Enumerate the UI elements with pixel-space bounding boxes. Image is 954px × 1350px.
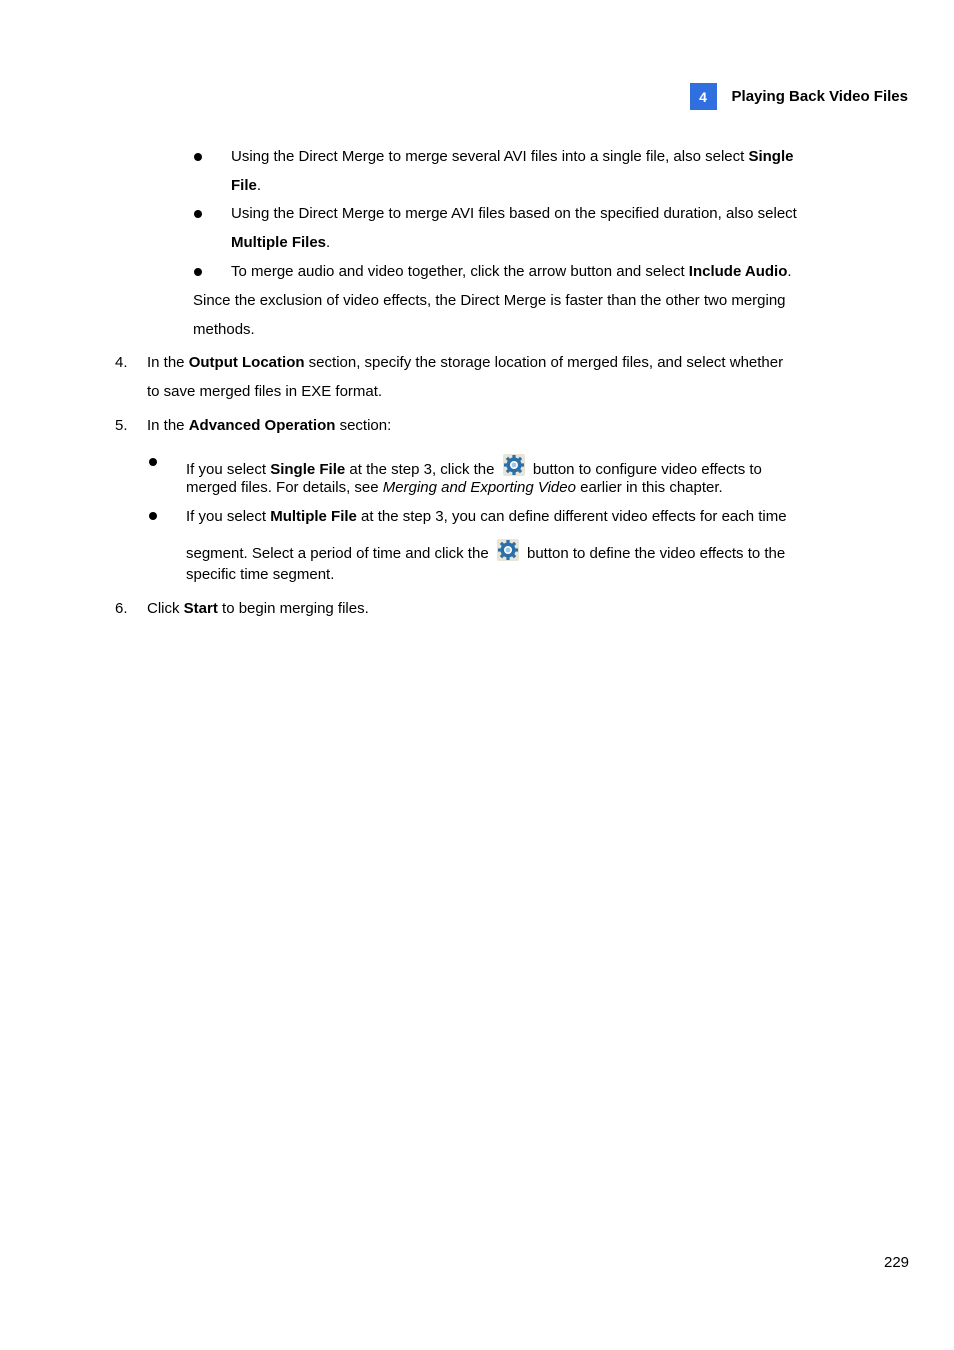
- step-text: In the Output Location section, specify the storage location of merged files, and select whether: [147, 354, 784, 371]
- chapter-title: Playing Back Video Files: [731, 88, 908, 105]
- bullet-text-continuation: File.: [231, 177, 262, 194]
- bullet-text-continuation: merged files. For details, see Merging and Exporting Video earlier in this chapter.: [186, 479, 723, 496]
- gear-settings-icon[interactable]: [503, 454, 525, 476]
- gear-settings-icon[interactable]: [497, 539, 519, 561]
- chapter-number-badge: 4: [690, 83, 717, 110]
- bullet-text: If you select Single File at the step 3, click the button to configure video effects to: [186, 454, 762, 479]
- bullet-dot: [194, 153, 202, 161]
- bullet-dot: [149, 458, 157, 466]
- bullet-text: Using the Direct Merge to merge several AVI files into a single file, also select Single: [231, 148, 794, 165]
- bullet-dot: [149, 512, 157, 520]
- bullet-text: Using the Direct Merge to merge AVI files based on the specified duration, also select: [231, 205, 797, 222]
- step-text: In the Advanced Operation section:: [147, 417, 392, 434]
- step-text: to save merged files in EXE format.: [147, 383, 383, 400]
- note-text: methods.: [193, 321, 255, 338]
- bullet-dot: [194, 268, 202, 276]
- page-number: 229: [884, 1254, 910, 1271]
- step-text: Click Start to begin merging files.: [147, 600, 369, 617]
- bullet-text-continuation: Multiple Files.: [231, 234, 331, 251]
- step-number: 5.: [115, 417, 128, 434]
- step-number: 6.: [115, 600, 128, 617]
- bullet-dot: [194, 210, 202, 218]
- bullet-text-continuation: specific time segment.: [186, 566, 335, 583]
- bullet-text: If you select Multiple File at the step 3, you can define different video effects for each time: [186, 508, 787, 525]
- bullet-text-continuation: segment. Select a period of time and click the button to define the video effects to the: [186, 539, 785, 563]
- bullet-text: To merge audio and video together, click the arrow button and select Include Audio.: [231, 263, 792, 280]
- chapter-header: [690, 83, 908, 110]
- step-number: 4.: [115, 354, 128, 371]
- note-text: Since the exclusion of video effects, the Direct Merge is faster than the other two merging: [193, 292, 786, 309]
